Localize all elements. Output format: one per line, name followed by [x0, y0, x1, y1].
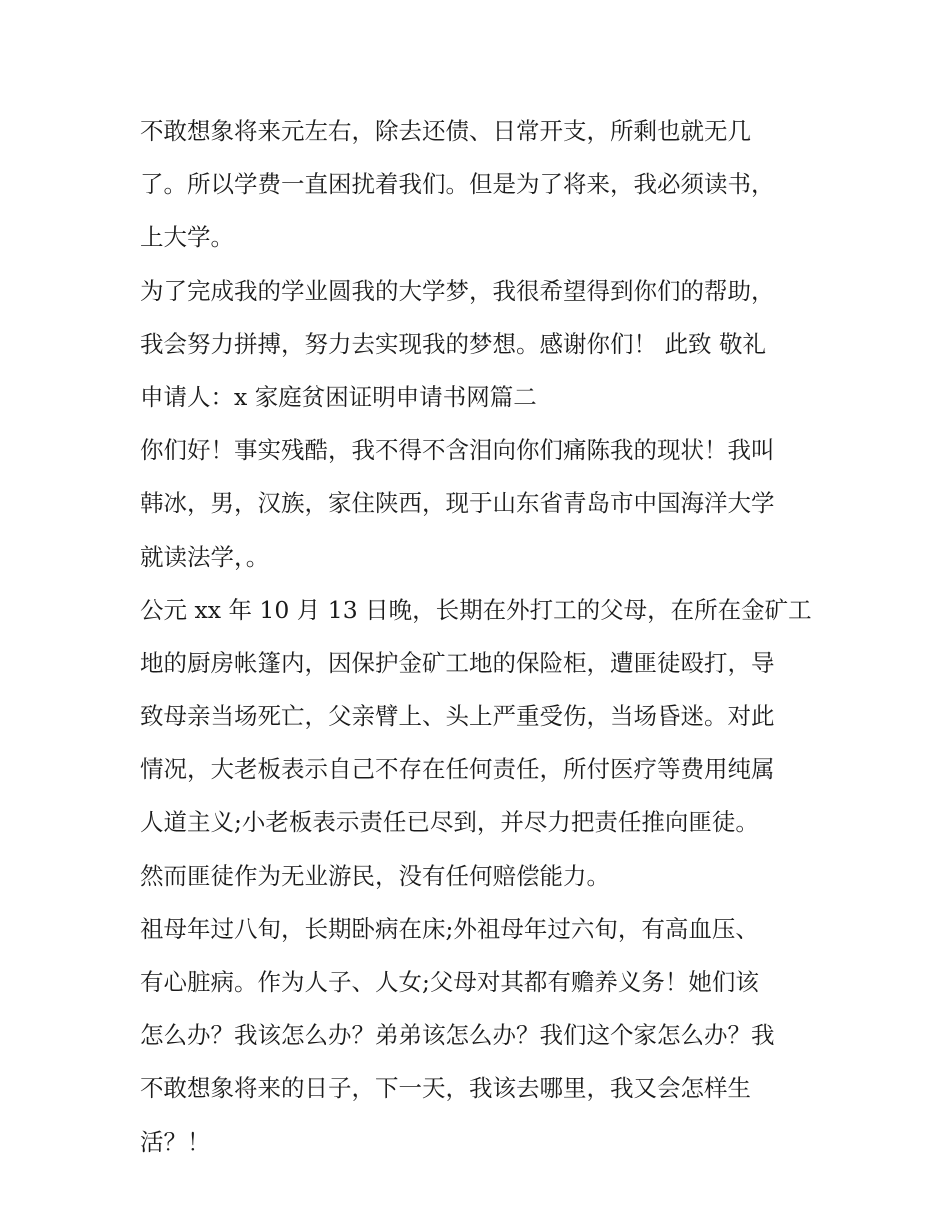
text-line: 我会努力拼搏，努力去实现我的梦想。感谢你们！ 此致 敬礼 — [140, 329, 766, 358]
text-line: 了。所以学费一直困扰着我们。但是为了将来，我必须读书， — [140, 170, 775, 199]
text-line: 怎么办？我该怎么办？弟弟该怎么办？我们这个家怎么办？我 — [140, 1021, 775, 1050]
text-line: 不敢想象将来元左右，除去还债、日常开支，所剩也就无几 — [140, 117, 751, 145]
document-body — [140, 105, 815, 1169]
text-line: 祖母年过八旬，长期卧病在床;外祖母年过六旬，有高血压、 — [140, 914, 759, 943]
text-line: 为了完成我的学业圆我的大学梦，我很希望得到你们的帮助， — [140, 276, 775, 305]
text-line: 你们好！事实残酷，我不得不含泪向你们痛陈我的现状！我叫 — [140, 436, 775, 465]
text-line: 公元 xx 年 10 月 13 日晚，长期在外打工的父母，在所在金矿工 — [140, 595, 812, 624]
text-line: 活？！ — [140, 1127, 211, 1156]
text-line: 就读法学，。 — [140, 542, 270, 571]
text-line: 人道主义;小老板表示责任已尽到，并尽力把责任推向匪徒。 — [140, 808, 759, 837]
text-line: 有心脏病。作为人子、人女;父母对其都有赡养义务！她们该 — [140, 968, 759, 996]
text-line: 韩冰，男，汉族，家住陕西，现于山东省青岛市中国海洋大学 — [140, 489, 775, 518]
section-heading-line: 申请人：x 家庭贫困证明申请书网篇二 — [140, 382, 537, 411]
text-line: 地的厨房帐篷内，因保护金矿工地的保险柜，遭匪徒殴打，导 — [140, 648, 775, 677]
text-line: 致母亲当场死亡，父亲臂上、头上严重受伤，当场昏迷。对此 — [140, 702, 775, 731]
text-line: 情况，大老板表示自己不存在任何责任，所付医疗等费用纯属 — [140, 755, 775, 784]
text-line: 上大学。 — [140, 223, 234, 252]
text-line: 不敢想象将来的日子，下一天，我该去哪里，我又会怎样生 — [140, 1074, 751, 1103]
text-line: 然而匪徒作为无业游民，没有任何赔偿能力。 — [140, 861, 610, 890]
